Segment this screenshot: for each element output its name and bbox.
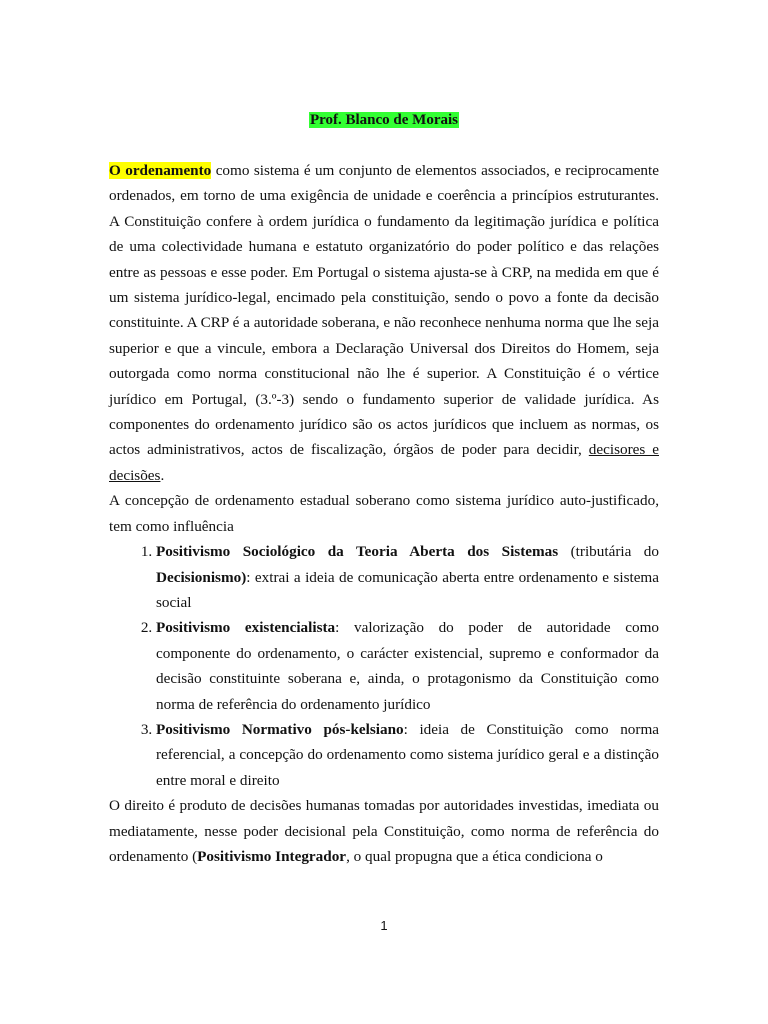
paragraph-text: como sistema é um conjunto de elementos associados, e reciprocamente ordenados, em torno de uma exigência de unidade e coerência a princípios estruturantes. A Constituição confere à ordem jurídica o fundamento da legitimação jurídica e política de uma colectividade humana e estatuto organizatório do poder político e das relações entre as pessoas e esse poder. Em Portugal o sistema ajusta-se à CRP, na medida em que é um sistema jurídico-legal, encimado pela constituição, sendo o povo a fonte da decisão constituinte. A CRP é a autoridade soberana, e não reconhece nenhuma norma que lhe seja superior e que a vincule, embora a Declaração Universal dos Direitos do Homem, seja outorgada como norma constitucional não lhe é superior. A Constituição é o vértice jurídico em Portugal, (3.º-3) sendo o fundamento superior de validade jurídica. As componentes do ordenamento jurídico são os actos jurídicos que incluem as normas, os actos administrativos, actos de fiscalização, órgãos de poder para decidir, (109, 162, 659, 459)
list-item (156, 717, 659, 793)
paragraph-text: O direito é produto de decisões humanas tomadas por autoridades investidas, imediata ou mediatamente, nesse poder decisional pela Constituição, como norma de referência do ordenamento ( (109, 797, 659, 865)
list-item-text: (tributária do (558, 543, 659, 561)
paragraph-end: , o qual propugna que a ética condiciona o (346, 847, 603, 865)
highlighted-term: O ordenamento (109, 162, 212, 179)
paragraph-direito (109, 793, 659, 869)
page-number: 1 (380, 918, 388, 933)
list-item (156, 539, 659, 615)
paragraph-ordenamento (109, 158, 659, 488)
paragraph-concepcao: A concepção de ordenamento estadual soberano como sistema jurídico auto-justificado, tem como influência (109, 492, 659, 535)
list-item-text: : ideia de Constituição como norma referencial, a concepção do ordenamento como sistema jurídico geral e a distinção entre moral e direito (156, 720, 659, 789)
list-item-text: : extrai a ideia de comunicação aberta entre ordenamento e sistema social (156, 568, 659, 611)
underlined-text: decisores e decisões (109, 441, 659, 484)
document-title (0, 110, 768, 130)
list-item-term: Positivismo Sociológico da Teoria Aberta dos Sistemas (156, 543, 559, 561)
title-highlight: Prof. Blanco de Morais (309, 112, 459, 128)
list-item (156, 615, 659, 717)
influence-list (109, 539, 659, 793)
bold-term: Positivismo Integrador (197, 847, 347, 865)
list-item-term: Decisionismo) (156, 568, 247, 586)
list-item-term: Positivismo Normativo pós-kelsiano (156, 720, 404, 738)
list-item-text: : valorização do poder de autoridade como componente do ordenamento, o carácter existencial, supremo e conformador da decisão constituinte soberana e, ainda, o protagonismo da Constituição como norma de referência do ordenamento jurídico (156, 619, 660, 713)
document-body (109, 158, 659, 869)
list-item-term: Positivismo existencialista (156, 619, 336, 637)
paragraph-end: . (160, 466, 165, 484)
